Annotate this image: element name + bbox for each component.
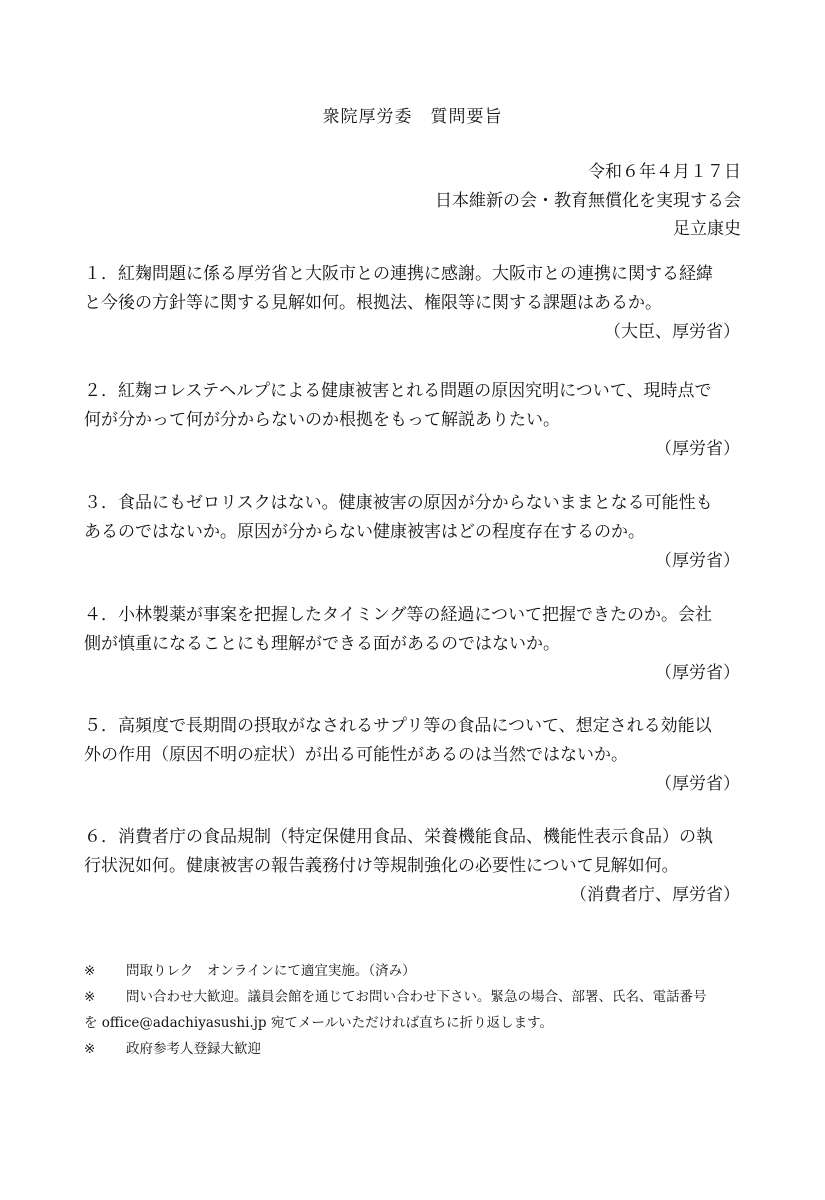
question-text-line: ５．高頻度で長期間の摂取がなされるサプリ等の食品について、想定される効能以 (84, 716, 712, 736)
question-text-line: 行状況如何。健康被害の報告義務付け等規制強化の必要性について見解如何。 (84, 856, 679, 876)
note-text: 問い合わせ大歓迎。議員会館を通じてお問い合わせ下さい。緊急の場合、部署、氏名、電話番号 (126, 989, 707, 1005)
question-text-line: １．紅麹問題に係る厚労省と大阪市との連携に感謝。大阪市との連携に関する経緯 (84, 264, 713, 284)
question-item (84, 377, 744, 464)
note-mark: ※ (84, 1041, 96, 1057)
question-item (84, 489, 744, 576)
question-text-line: 外の作用（原因不明の症状）が出る可能性があるのは当然ではないか。 (84, 745, 628, 765)
question-item (84, 712, 744, 799)
note-text: 政府参考人登録大歓迎 (126, 1041, 261, 1057)
note-item (84, 1036, 744, 1062)
question-item (84, 823, 744, 910)
question-text-line: ６．消費者庁の食品規制（特定保健用食品、栄養機能食品、機能性表示食品）の執 (84, 827, 713, 847)
question-respondent: （厚労省） (655, 663, 740, 683)
notes-section (84, 958, 744, 1062)
question-text-line: ３．食品にもゼロリスクはない。健康被害の原因が分からないままとなる可能性も (84, 493, 713, 513)
question-respondent: （厚労省） (655, 551, 740, 571)
question-text-line: ４．小林製薬が事案を把握したタイミング等の経過について把握できたのか。会社 (84, 605, 712, 625)
note-mark: ※ (84, 989, 96, 1005)
note-item (84, 984, 744, 1010)
note-item (84, 958, 744, 984)
question-text-line: あるのではないか。原因が分からない健康被害はどの程度存在するのか。 (84, 522, 645, 542)
question-respondent: （厚労省） (655, 774, 740, 794)
question-text-line: 何が分かって何が分からないのか根拠をもって解説ありたい。 (84, 410, 560, 430)
document-date: 令和６年４月１７日 (588, 162, 741, 182)
question-respondent: （消費者庁、厚労省） (570, 885, 740, 905)
question-item (84, 260, 744, 347)
question-respondent: （大臣、厚労省） (604, 322, 740, 342)
note-mark: ※ (84, 963, 96, 979)
note-text: を office@adachiyasushi.jp 宛てメールいただければ直ちに折り返します。 (84, 1015, 553, 1031)
document-title: 衆院厚労委 質問要旨 (322, 107, 503, 127)
note-text: 問取りレク オンラインにて適宜実施。（済み） (126, 963, 416, 979)
question-item (84, 601, 744, 688)
author-name: 足立康史 (673, 219, 741, 239)
question-text-line: 側が慎重になることにも理解ができる面があるのではないか。 (84, 634, 560, 654)
question-respondent: （厚労省） (655, 439, 740, 459)
party-name: 日本維新の会・教育無償化を実現する会 (435, 191, 741, 211)
note-item-continuation (84, 1010, 744, 1036)
question-text-line: ２．紅麹コレステヘルプによる健康被害とれる問題の原因究明について、現時点で (84, 381, 712, 401)
question-text-line: と今後の方針等に関する見解如何。根拠法、権限等に関する課題はあるか。 (84, 293, 662, 313)
